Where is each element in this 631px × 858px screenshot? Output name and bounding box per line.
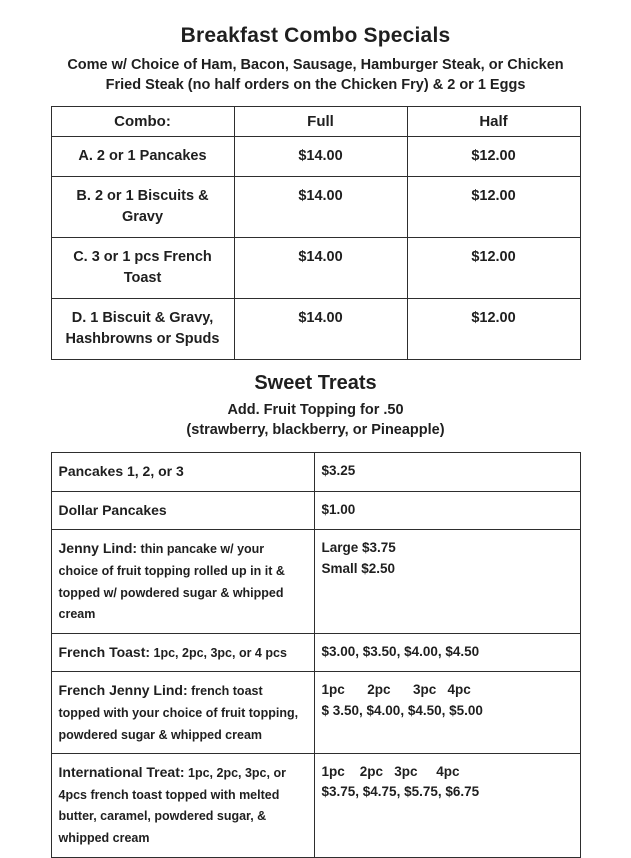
treat-name: International Treat: [58,764,185,781]
table-row [51,530,580,633]
treat-name: Dollar Pancakes [58,501,167,518]
table-row [51,491,580,530]
combo-table [51,106,581,360]
table-row [51,136,580,176]
combo-header-cell: Combo: [51,106,234,136]
table-row [51,237,580,298]
table-row [51,754,580,857]
treat-item-cell [51,672,314,754]
treat-item-cell [51,453,314,492]
treat-name: Pancakes 1, 2, or 3 [58,463,184,480]
treat-price-cell [314,633,580,672]
treat-price-line-2: $3.75, $4.75, $5.75, $6.75 [321,784,480,800]
treat-name: French Toast: [58,643,151,660]
treat-price-cell [314,672,580,754]
treat-price-line-2: Small $2.50 [321,560,396,576]
treat-item-cell [51,754,314,857]
treat-price-cell [314,754,580,857]
sweet-treats-subtitle-line-1: Add. Fruit Topping for .50 [227,401,404,418]
combo-full-cell: $14.00 [234,176,407,237]
page-title: Breakfast Combo Specials [180,24,451,47]
page-subtitle [31,55,600,96]
treat-name: French Jenny Lind: [58,682,188,699]
treat-price-line-1: Large $3.75 [321,540,396,556]
combo-full-cell: $14.00 [234,298,407,359]
table-row [51,298,580,359]
combo-header-cell: Half [407,106,580,136]
table-row [51,672,580,754]
treat-price-line-1: 1pc 2pc 3pc 4pc [321,764,460,780]
combo-name-cell: C. 3 or 1 pcs French Toast [51,237,234,298]
table-row [51,453,580,492]
treat-price-line-1: 1pc 2pc 3pc 4pc [321,682,471,698]
treat-price-line-1: $3.00, $3.50, $4.00, $4.50 [321,643,480,659]
combo-full-cell: $14.00 [234,237,407,298]
sweet-treats-subtitle [31,400,600,441]
treat-price-line-1: $1.00 [321,501,356,517]
sweet-treats-title: Sweet Treats [254,371,377,394]
treat-desc: thin pancake w/ your choice of fruit topping rolled up in it & topped w/ powdered sugar & whipped cream [58,542,285,622]
treat-desc: french toast topped with your choice of fruit topping, powdered sugar & whipped cream [58,684,299,742]
treat-price-cell [314,491,580,530]
treat-price-cell [314,453,580,492]
page-subtitle-line-2: Fried Steak (no half orders on the Chicken Fry) & 2 or 1 Eggs [105,77,526,94]
treat-desc: 1pc, 2pc, 3pc, or 4pcs french toast topped with melted butter, caramel, powdered sugar, & whipped cream [58,766,286,846]
table-row [51,176,580,237]
treat-desc: 1pc, 2pc, 3pc, or 4 pcs [150,645,287,660]
combo-half-cell: $12.00 [407,176,580,237]
treat-item-cell [51,633,314,672]
combo-full-cell: $14.00 [234,136,407,176]
treat-price-line-1: $3.25 [321,463,356,479]
combo-half-cell: $12.00 [407,136,580,176]
combo-name-cell: B. 2 or 1 Biscuits & Gravy [51,176,234,237]
sweet-treats-subtitle-line-2: (strawberry, blackberry, or Pineapple) [186,422,445,438]
treat-price-line-2: $ 3.50, $4.00, $4.50, $5.00 [321,702,483,718]
combo-name-cell: D. 1 Biscuit & Gravy, Hashbrowns or Spuds [51,298,234,359]
sweet-treats-table [51,452,581,857]
treat-item-cell [51,491,314,530]
combo-half-cell: $12.00 [407,237,580,298]
combo-header-row [51,106,580,136]
combo-name-cell: A. 2 or 1 Pancakes [51,136,234,176]
treat-item-cell [51,530,314,633]
page-subtitle-line-1: Come w/ Choice of Ham, Bacon, Sausage, Hamburger Steak, or Chicken [67,57,564,73]
treat-name: Jenny Lind: [58,540,138,557]
treat-price-cell [314,530,580,633]
combo-header-cell: Full [234,106,407,136]
combo-half-cell: $12.00 [407,298,580,359]
table-row [51,633,580,672]
